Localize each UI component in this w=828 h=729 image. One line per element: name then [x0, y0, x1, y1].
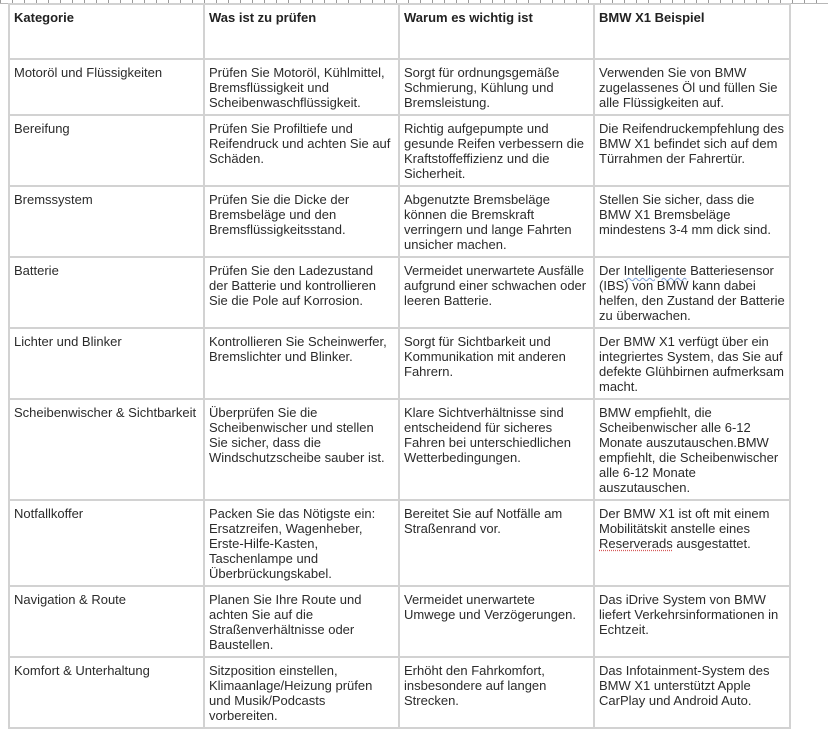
cell-why[interactable]: Vermeidet unerwartete Ausfälle aufgrund einer schwachen oder leeren Batterie. — [399, 257, 594, 328]
example-text-prefix: Der BMW X1 ist oft mit einem Mobilitätskit anstelle eines — [599, 506, 770, 536]
cell-category[interactable]: Motoröl und Flüssigkeiten — [9, 59, 204, 115]
cell-why[interactable]: Klare Sichtverhältnisse sind entscheidend für sicheres Fahren bei unterschiedlichen Wetterbedingungen. — [399, 399, 594, 500]
cell-example[interactable]: Die Reifendruckempfehlung des BMW X1 befindet sich auf dem Türrahmen der Fahrertür. — [594, 115, 790, 186]
table-row — [9, 59, 790, 115]
cell-example[interactable]: Das Infotainment-System des BMW X1 unterstützt Apple CarPlay und Android Auto. — [594, 657, 790, 728]
cell-category[interactable]: Komfort & Unterhaltung — [9, 657, 204, 728]
table-row — [9, 115, 790, 186]
header-bmw-x1-example[interactable]: BMW X1 Beispiel — [594, 4, 790, 59]
maintenance-checklist-table — [8, 3, 791, 729]
table-row — [9, 657, 790, 728]
cell-why[interactable]: Richtig aufgepumpte und gesunde Reifen verbessern die Kraftstoffeffizienz und die Sicherheit. — [399, 115, 594, 186]
cell-example[interactable]: Das iDrive System von BMW liefert Verkehrsinformationen in Echtzeit. — [594, 586, 790, 657]
cell-category[interactable]: Notfallkoffer — [9, 500, 204, 586]
cell-category[interactable]: Lichter und Blinker — [9, 328, 204, 399]
cell-what[interactable]: Prüfen Sie Motoröl, Kühlmittel, Bremsflüssigkeit und Scheibenwaschflüssigkeit. — [204, 59, 399, 115]
cell-category[interactable]: Batterie — [9, 257, 204, 328]
table-header-row — [9, 4, 790, 59]
table-row — [9, 500, 790, 586]
cell-what[interactable]: Sitzposition einstellen, Klimaanlage/Heizung prüfen und Musik/Podcasts vorbereiten. — [204, 657, 399, 728]
table-row — [9, 257, 790, 328]
header-what-to-check[interactable]: Was ist zu prüfen — [204, 4, 399, 59]
header-category[interactable]: Kategorie — [9, 4, 204, 59]
cell-example[interactable]: Der BMW X1 verfügt über ein integriertes System, das Sie auf defekte Glühbirnen aufmerksam macht. — [594, 328, 790, 399]
cell-why[interactable]: Bereitet Sie auf Notfälle am Straßenrand vor. — [399, 500, 594, 586]
cell-what[interactable]: Prüfen Sie den Ladezustand der Batterie und kontrollieren Sie die Pole auf Korrosion. — [204, 257, 399, 328]
cell-what[interactable]: Packen Sie das Nötigste ein: Ersatzreifen, Wagenheber, Erste-Hilfe-Kasten, Taschenlampe und Überbrückungskabel. — [204, 500, 399, 586]
grammar-flagged-word[interactable]: Intelligente — [623, 263, 687, 278]
table-row — [9, 586, 790, 657]
cell-why[interactable]: Sorgt für ordnungsgemäße Schmierung, Kühlung und Bremsleistung. — [399, 59, 594, 115]
table-row — [9, 328, 790, 399]
cell-category[interactable]: Bereifung — [9, 115, 204, 186]
header-why-important[interactable]: Warum es wichtig ist — [399, 4, 594, 59]
spelling-flagged-word[interactable]: Reserverads — [599, 536, 673, 551]
cell-example[interactable]: BMW empfiehlt, die Scheibenwischer alle 6-12 Monate auszutauschen.BMW empfiehlt, die Scheibenwischer alle 6-12 Monate auszutauschen. — [594, 399, 790, 500]
cell-why[interactable]: Erhöht den Fahrkomfort, insbesondere auf langen Strecken. — [399, 657, 594, 728]
example-text-suffix: ausgestattet. — [672, 536, 751, 551]
cell-category[interactable]: Navigation & Route — [9, 586, 204, 657]
cell-example[interactable]: Stellen Sie sicher, dass die BMW X1 Bremsbeläge mindestens 3-4 mm dick sind. — [594, 186, 790, 257]
cell-example[interactable] — [594, 257, 790, 328]
cell-what[interactable]: Überprüfen Sie die Scheibenwischer und stellen Sie sicher, dass die Windschutzscheibe sauber ist. — [204, 399, 399, 500]
example-text-prefix: Der — [599, 263, 624, 278]
cell-why[interactable]: Vermeidet unerwartete Umwege und Verzögerungen. — [399, 586, 594, 657]
cell-example[interactable]: Verwenden Sie von BMW zugelassenes Öl und füllen Sie alle Flüssigkeiten auf. — [594, 59, 790, 115]
cell-what[interactable]: Kontrollieren Sie Scheinwerfer, Bremslichter und Blinker. — [204, 328, 399, 399]
cell-why[interactable]: Abgenutzte Bremsbeläge können die Bremskraft verringern und lange Fahrten unsicher machen. — [399, 186, 594, 257]
example-text-suffix: Batteriesensor (IBS) von BMW kann dabei helfen, den Zustand der Batterie zu überwachen. — [599, 263, 785, 323]
cell-what[interactable]: Planen Sie Ihre Route und achten Sie auf die Straßenverhältnisse oder Baustellen. — [204, 586, 399, 657]
table-row — [9, 399, 790, 500]
cell-what[interactable]: Prüfen Sie Profiltiefe und Reifendruck und achten Sie auf Schäden. — [204, 115, 399, 186]
cell-example[interactable] — [594, 500, 790, 586]
cell-category[interactable]: Bremssystem — [9, 186, 204, 257]
cell-what[interactable]: Prüfen Sie die Dicke der Bremsbeläge und den Bremsflüssigkeitsstand. — [204, 186, 399, 257]
cell-why[interactable]: Sorgt für Sichtbarkeit und Kommunikation mit anderen Fahrern. — [399, 328, 594, 399]
table-row — [9, 186, 790, 257]
cell-category[interactable]: Scheibenwischer & Sichtbarkeit — [9, 399, 204, 500]
